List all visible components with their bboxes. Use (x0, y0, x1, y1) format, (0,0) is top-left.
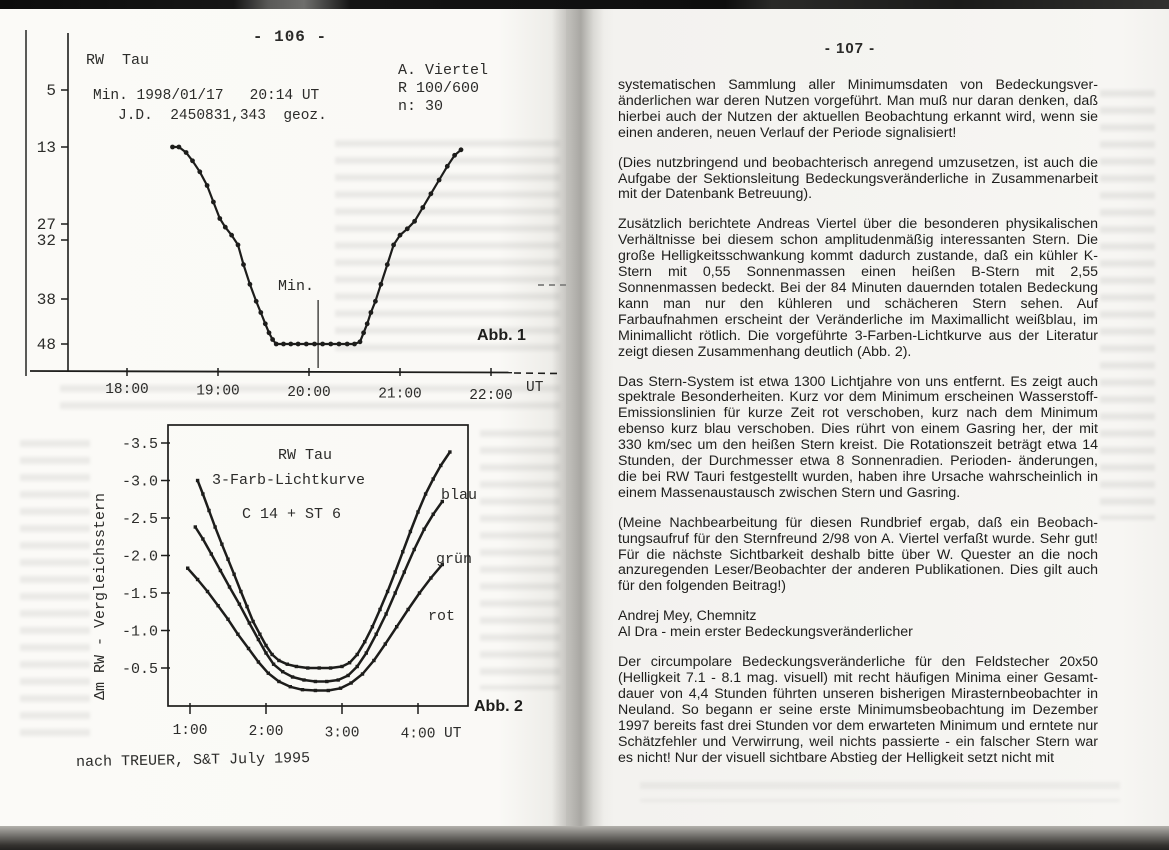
chart2-data-point (248, 621, 251, 624)
chart2-data-point (216, 604, 219, 607)
chart1-y-tick-label: 27 (36, 216, 56, 234)
chart2-data-point (348, 661, 351, 664)
figure-caption-abb2: Abb. 2 (474, 698, 523, 715)
chart1-data-point (452, 153, 457, 158)
chart2-data-point (236, 633, 239, 636)
chart2-y-tick-label: -3.0 (121, 473, 158, 491)
chart2-data-point (384, 612, 387, 615)
chart2-data-point (384, 642, 387, 645)
chart2-data-point (281, 670, 284, 673)
chart2-data-point (272, 663, 275, 666)
chart1-data-point (184, 150, 189, 155)
chart1-data-point (197, 169, 202, 174)
chart2-data-point (247, 647, 250, 650)
chart2-subtitle: 3-Farb-Lichtkurve (212, 472, 366, 489)
series-label-blau: blau (441, 487, 478, 504)
chart1-data-point (358, 339, 363, 344)
chart2-data-point (226, 558, 229, 561)
chart2-data-point (372, 659, 375, 662)
chart1-data-point (312, 342, 317, 347)
chart2-data-point (406, 608, 409, 611)
chart2-data-point (416, 510, 419, 513)
chart2-data-point (413, 548, 416, 551)
chart2-x-tick-label: 2:00 (248, 724, 284, 741)
chart1-data-point (254, 299, 259, 304)
chart1-data-point (223, 225, 228, 230)
chart2-data-point (289, 685, 292, 688)
chart1-jd-line: J.D. 2450831,343 geoz. (118, 108, 327, 124)
chart1-x-tick-label: 22:00 (469, 388, 513, 404)
chart2-data-point (238, 603, 241, 606)
chart1-data-point (267, 330, 272, 335)
chart1-data-point (229, 233, 234, 238)
chart2-ut-label: UT (444, 726, 462, 742)
chart2-y-tick-label: -1.5 (121, 586, 158, 603)
chart1-data-point (405, 226, 410, 231)
chart2-data-point (257, 638, 260, 641)
paragraph: Zusätzlich berichtete Andreas Viertel über die besonderen physikalischen Verhältnisse bei diesem schon amplitudenmäßig interessanten Stern. Die große Helligkeitsschwankung kommt dadurch zustande, daß ein kühler K-Stern mit 0,55 Sonnenmassen einen heißen B-Stern mit 2,55 Sonnenmassen bedeckt. Bei der 84 Minuten dauernden totalen Bedeckung kann man nur den kühleren und schächeren Stern sehen. Auf Farbaufnahmen erscheint der Veränderliche im Maximallicht weißblau, im Minimallicht rötlich. Die vorgeführte 3-Farben-Lichtkurve aus der Literatur zeigt diesen Zusammenhang deutlich (Abb. 2). (618, 216, 1098, 360)
chart2-data-point (277, 659, 280, 662)
byline-title: Al Dra - mein erster Bedeckungsveränderlicher (618, 624, 913, 641)
chart2-data-point (186, 567, 189, 570)
chart1-minimum-line: Min. 1998/01/17 20:14 UT (93, 88, 320, 104)
chart1-data-point (337, 342, 342, 347)
chart2-data-point (422, 528, 425, 531)
chart1-data-point (459, 147, 464, 152)
chart2-y-tick-label: -3.5 (121, 436, 158, 453)
chart1-data-point (177, 145, 182, 150)
chart1-data-point (281, 342, 286, 347)
chart2-data-point (325, 680, 328, 683)
chart2-data-point (207, 509, 210, 512)
chart1-observation-count: n: 30 (398, 98, 444, 115)
chart2-y-tick-label: -2.5 (121, 511, 158, 528)
chart1-x-axis (30, 371, 512, 373)
chart1-data-point (211, 200, 216, 205)
chart1-data-point (248, 282, 253, 287)
chart1-min-annotation: Min. (278, 278, 315, 295)
chart2-frame (168, 425, 468, 706)
page-number-left: - 106 - (252, 28, 328, 46)
chart2-x-tick-label: 1:00 (172, 723, 208, 739)
chart1-ut-label: UT (526, 380, 544, 396)
chart2-data-point (286, 663, 289, 666)
chart2-data-point (220, 543, 223, 546)
series-label-gruen: grün (436, 551, 473, 568)
chart1-data-point (288, 342, 293, 347)
chart1-y-tick-label: 5 (46, 82, 56, 100)
chart2-data-point (340, 665, 343, 668)
chart1-data-point (263, 321, 268, 326)
chart1-data-point (345, 342, 350, 347)
chart2-star-name: RW Tau (278, 447, 333, 464)
chart2-data-point (239, 590, 242, 593)
chart1-data-point (412, 219, 417, 224)
chart2-curve-grün (195, 502, 442, 682)
chart2-data-point (306, 666, 309, 669)
chart2-data-point (196, 578, 199, 581)
chart2-data-point (228, 585, 231, 588)
chart2-data-point (346, 674, 349, 677)
chart1-data-point (365, 321, 370, 326)
chart2-data-point (424, 492, 427, 495)
chart1-data-point (437, 178, 442, 183)
chart2-data-point (206, 590, 209, 593)
chart2-data-point (403, 570, 406, 573)
figure-caption-abb1: Abb. 1 (477, 327, 526, 344)
chart2-data-point (395, 625, 398, 628)
chart1-observer: A. Viertel (398, 62, 489, 79)
chart2-data-point (267, 672, 270, 675)
chart2-data-point (291, 675, 294, 678)
chart2-data-point (394, 570, 397, 573)
page-number-right: - 107 - (824, 40, 876, 57)
chart2-data-point (409, 530, 412, 533)
chart1-data-point (258, 310, 263, 315)
chart2-data-point (432, 513, 435, 516)
chart2-data-point (418, 591, 421, 594)
chart2-data-point (201, 492, 204, 495)
chart1-data-point (170, 145, 175, 150)
chart2-data-point (251, 620, 254, 623)
paragraph: Das Stern-System ist etwa 1300 Lichtjahre von uns entfernt. Es zeigt auch spektrale Besonderheiten. Kurz vor dem Minimum erscheinen Wasserstoff-Emissionslinien für kurze Zeit rot verschoben, kurz nach dem Minimum ebenso kurz blau verschoben. Dies rührt von einem Gasring her, der mit 330 km/sec um den heißen Stern kreist. Die Rotationszeit beträgt etwa 14 Stunden, der Durchmesser etwa 8 Sonnenradien. Perioden- änderungen, die bei RW Tauri festgestellt wurden, haben ihre Ursache wahrscheinlich in einem Massenaustausch zwischen Stern und Gasring. (618, 373, 1098, 501)
chart2-data-point (277, 680, 280, 683)
chart1-data-point (391, 243, 396, 248)
chart1-star-name: RW Tau (86, 52, 150, 69)
chart1-x-axis-dashed-end (514, 373, 560, 374)
chart2-source-note: nach TREUER, S&T July 1995 (75, 749, 311, 772)
chart1-y-tick-label: 32 (36, 232, 56, 250)
chart2-data-point (375, 633, 378, 636)
chart2-data-point (210, 552, 213, 555)
chart2-data-point (314, 689, 317, 692)
chart2-data-point (219, 569, 222, 572)
chart1-x-tick-label: 20:00 (287, 385, 331, 401)
chart1-data-point (445, 164, 450, 169)
chart1-y-tick-label: 38 (36, 291, 56, 309)
paragraph: Der circumpolare Bedeckungsveränderliche für den Feldstecher 20x50 (Helligkeit 7.1 - 8.1 mag. visuell) mit recht häufigen Minima einer Gesamt- dauer von 4,4 Stunden führten unseren bisherigen Mirasternbeobachter in Neuland. So begann er seine erste Minimumsbeobachtung im Dezember 1997 bereits fast drei Stunden vor dem erwarteten Minimum und erntete nur Schätzfehler und Verwirrung, weil nichts passierte - ein falscher Stern war es nicht! Nur der visuell sichtbare Abstieg der Helligkeit setzt nicht mit (618, 654, 1098, 766)
chart2-data-point (201, 537, 204, 540)
chart2-y-axis-label: Δm RW - Vergleichsstern (92, 492, 109, 700)
chart1-data-point (236, 243, 241, 248)
chart1-light-curve (173, 147, 462, 344)
chart1-data-point (379, 282, 384, 287)
chart2-data-point (226, 618, 229, 621)
light-curve-charts (0, 0, 566, 850)
chart2-data-point (386, 590, 389, 593)
chart2-data-point (301, 688, 304, 691)
chart2-data-point (378, 608, 381, 611)
chart2-data-point (194, 525, 197, 528)
chart1-data-point (205, 183, 210, 188)
chart2-data-point (429, 576, 432, 579)
chart2-data-point (257, 660, 260, 663)
chart1-data-point (304, 342, 309, 347)
chart1-data-point (296, 342, 301, 347)
chart1-x-tick-label: 21:00 (378, 386, 422, 403)
chart2-x-tick-label: 3:00 (324, 725, 360, 742)
chart1-data-point (270, 337, 275, 342)
chart1-data-point (274, 342, 279, 347)
chart2-data-point (314, 680, 317, 683)
chart2-data-point (327, 689, 330, 692)
chart1-data-point (385, 262, 390, 267)
chart1-data-point (190, 158, 195, 163)
chart2-data-point (295, 665, 298, 668)
series-label-rot: rot (428, 608, 456, 625)
chart1-data-point (373, 299, 378, 304)
chart2-data-point (270, 653, 273, 656)
chart2-data-point (356, 665, 359, 668)
chart2-y-tick-label: -2.0 (121, 548, 158, 566)
chart2-data-point (394, 591, 397, 594)
chart2-data-point (302, 678, 305, 681)
chart2-data-point (401, 550, 404, 553)
chart1-data-point (369, 310, 374, 315)
chart2-data-point (439, 464, 442, 467)
chart2-data-point (329, 666, 332, 669)
chart2-data-point (196, 479, 199, 482)
chart2-data-point (448, 450, 451, 453)
chart1-data-point (217, 216, 222, 221)
byline-name: Andrej Mey, Chemnitz (618, 608, 757, 625)
chart2-data-point (245, 605, 248, 608)
chart2-data-point (339, 687, 342, 690)
article-text-column (618, 78, 1098, 780)
paragraph: (Meine Nachbearbeitung für diesen Rundbrief ergab, daß ein Beobach- tungsaufruf für den Sternfreund 2/98 von A. Viertel verfaßt wurde. Sehr gut! Für die nächste Sichtbarkeit deshalb bitte über W. Quester an die noch anzuregenden Leser/Beobachter der anderen Publikationen. Dies gilt auch für den folgenden Beitrag!) (618, 514, 1098, 595)
chart2-data-point (264, 651, 267, 654)
chart2-data-point (232, 573, 235, 576)
chart1-data-point (241, 262, 246, 267)
chart2-instrument: C 14 + ST 6 (242, 506, 342, 523)
chart2-data-point (258, 633, 261, 636)
chart1-y-tick-label: 13 (36, 139, 56, 157)
chart2-data-point (349, 681, 352, 684)
chart1-data-point (328, 342, 333, 347)
chart2-data-point (337, 678, 340, 681)
chart2-data-point (365, 651, 368, 654)
paragraph: (Dies nutzbringend und beobachterisch anregend umzusetzen, ist auch die Aufgabe der Sektionsleitung Bedeckungsveränderliche in Zusammenarbeit mit der Datenbank Betreuung). (618, 154, 1098, 203)
chart1-x-tick-label: 19:00 (196, 383, 240, 400)
chart2-y-tick-label: -1.0 (121, 623, 158, 641)
chart2-data-point (318, 666, 321, 669)
chart2-data-point (356, 653, 359, 656)
chart2-data-point (363, 640, 366, 643)
chart2-y-tick-label: -0.5 (121, 661, 158, 678)
chart2-data-point (264, 644, 267, 647)
chart2-x-tick-label: 4:00 (400, 726, 436, 743)
chart1-data-point (398, 233, 403, 238)
chart2-data-point (371, 625, 374, 628)
chart2-data-point (432, 477, 435, 480)
chart1-x-tick-label: 18:00 (105, 382, 149, 398)
chart1-y-tick-label: 48 (36, 336, 56, 354)
paragraph: systematischen Sammlung aller Minimumsdaten von Bedeckungsver- änderlichen war deren Nutzen vorgeführt. Man muß nur daran denken, daß hierbei auch der Nutzen der aktuellen Beobachtung erkannt wird, wenn sie einen anderen, neuen Verlauf der Periode signalisiert! (618, 77, 1098, 141)
chart2-data-point (213, 525, 216, 528)
chart1-data-point (429, 191, 434, 196)
chart1-data-point (361, 330, 366, 335)
chart1-data-point (352, 342, 357, 347)
chart1-data-point (320, 342, 325, 347)
chart1-telescope: R 100/600 (398, 80, 480, 97)
chart1-data-point (420, 205, 425, 210)
chart2-data-point (361, 672, 364, 675)
chart2-curve-rot (188, 565, 443, 691)
